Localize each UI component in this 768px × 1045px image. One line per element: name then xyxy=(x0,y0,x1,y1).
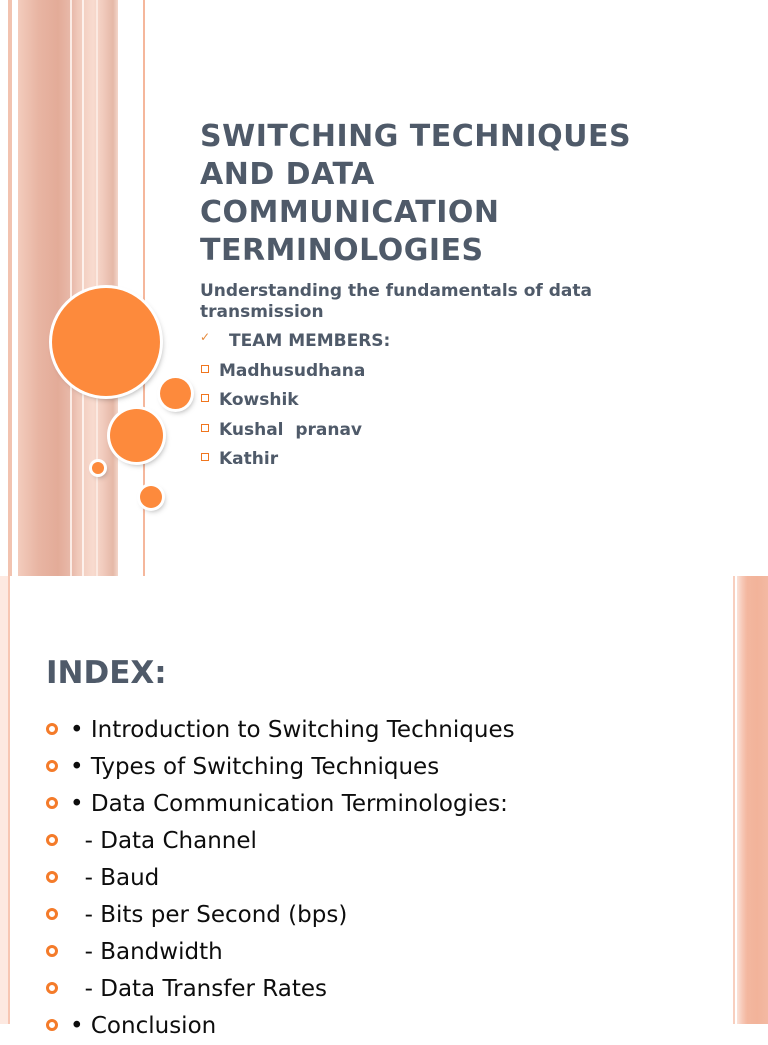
team-heading-label: TEAM MEMBERS: xyxy=(229,331,391,351)
square-bullet-icon xyxy=(201,365,209,373)
ring-bullet-icon xyxy=(46,834,58,846)
list-item xyxy=(46,749,515,786)
team-members-list xyxy=(200,331,390,479)
decorative-circle xyxy=(92,462,104,474)
list-item xyxy=(46,971,515,1008)
index-item-text: - Baud xyxy=(70,865,160,891)
ring-bullet-icon xyxy=(46,871,58,883)
decorative-stripe xyxy=(737,576,768,1024)
index-title: INDEX: xyxy=(46,655,167,691)
list-item xyxy=(200,420,390,450)
decorative-circle xyxy=(52,288,160,396)
ring-bullet-icon xyxy=(46,1019,58,1031)
slide-title: SWITCHING TECHNIQUES AND DATA COMMUNICATION TERMINOLOGIES xyxy=(200,119,632,268)
decorative-circle xyxy=(140,486,162,508)
list-item xyxy=(200,449,390,479)
list-item xyxy=(46,897,515,934)
member-name: Kushal pranav xyxy=(219,419,363,440)
member-name: Kowshik xyxy=(219,390,299,410)
list-item xyxy=(46,934,515,971)
ring-bullet-icon xyxy=(46,723,58,735)
list-item xyxy=(46,860,515,897)
slide-subtitle: Understanding the fundamentals of data transmission xyxy=(200,281,592,322)
decorative-stripe xyxy=(733,576,735,1024)
member-name: Kathir xyxy=(219,449,279,469)
ring-bullet-icon xyxy=(46,982,58,994)
index-item-text: - Bits per Second (bps) xyxy=(70,902,348,928)
decorative-stripe xyxy=(0,576,8,1024)
decorative-stripe xyxy=(82,0,84,576)
list-item xyxy=(46,823,515,860)
index-item-text: - Data Transfer Rates xyxy=(70,976,327,1002)
list-item xyxy=(46,786,515,823)
square-bullet-icon xyxy=(201,424,209,432)
ring-bullet-icon xyxy=(46,945,58,957)
index-list xyxy=(46,712,515,1045)
index-item-text: • Data Communication Terminologies: xyxy=(70,791,508,817)
ring-bullet-icon xyxy=(46,908,58,920)
ring-bullet-icon xyxy=(46,760,58,772)
index-item-text: • Introduction to Switching Techniques xyxy=(70,717,515,743)
list-item xyxy=(200,390,390,420)
decorative-stripe xyxy=(8,0,12,576)
checkmark-icon: ✓ xyxy=(200,330,211,344)
index-item-text: • Types of Switching Techniques xyxy=(70,754,440,780)
list-item xyxy=(46,712,515,749)
index-item-text: • Conclusion xyxy=(70,1013,217,1039)
ring-bullet-icon xyxy=(46,797,58,809)
decorative-circle xyxy=(160,378,191,409)
square-bullet-icon xyxy=(201,453,209,461)
decorative-circle xyxy=(110,409,163,462)
list-item xyxy=(46,1008,515,1045)
list-item xyxy=(200,361,390,391)
team-heading xyxy=(200,331,390,361)
index-item-text: - Bandwidth xyxy=(70,939,223,965)
square-bullet-icon xyxy=(201,394,209,402)
decorative-stripe xyxy=(70,0,72,576)
decorative-stripe xyxy=(8,576,10,1024)
index-item-text: - Data Channel xyxy=(70,828,257,854)
member-name: Madhusudhana xyxy=(219,360,366,381)
